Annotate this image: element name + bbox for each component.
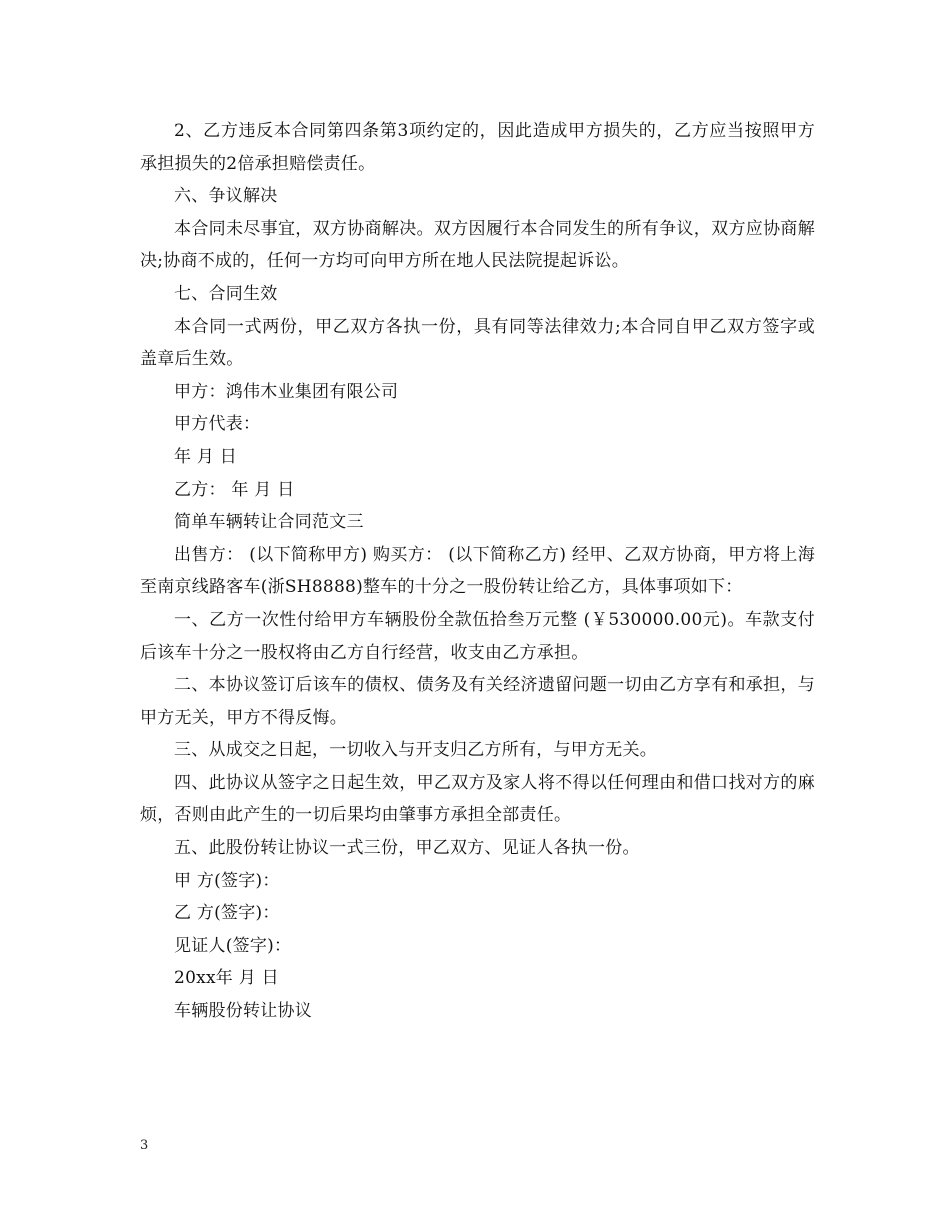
paragraph-parties-intro: 出售方： (以下简称甲方) 购买方： (以下简称乙方) 经甲、乙双方协商，甲方将上海至南京线路客车(浙SH8888)整车的十分之一股份转让给乙方，具体事项如下： [140, 544, 815, 598]
paragraph-dispute-resolution: 本合同未尽事宜，双方协商解决。双方因履行本合同发生的所有争议，双方应协商解决;协商不成的，任何一方均可向甲方所在地人民法院提起诉讼。 [140, 218, 815, 272]
paragraph-item-one: 一、乙方一次性付给甲方车辆股份全款伍拾叁万元整 (￥530000.00元)。车款支付后该车十分之一股权将由乙方自行经营，收支由乙方承担。 [140, 609, 815, 663]
next-document-title: 车辆股份转让协议 [174, 1001, 312, 1022]
paragraph-item-three: 三、从成交之日起，一切收入与开支归乙方所有，与甲方无关。 [174, 740, 657, 761]
paragraph-item-four: 四、此协议从签字之日起生效，甲乙双方及家人将不得以任何理由和借口找对方的麻烦，否则由此产生的一切后果均由肇事方承担全部责任。 [140, 772, 815, 826]
signature-witness: 见证人(签字)： [174, 935, 292, 956]
date-line: 年 月 日 [174, 446, 238, 467]
document-body [140, 115, 815, 1028]
heading-contract-effect: 七、合同生效 [174, 283, 278, 304]
page-number: 3 [140, 1138, 149, 1153]
signature-party-b: 乙 方(签字)： [174, 903, 280, 924]
signature-party-a: 甲 方(签字)： [174, 870, 280, 891]
paragraph-contract-effect: 本合同一式两份，甲乙双方各执一份，具有同等法律效力;本合同自甲乙双方签字或盖章后生效。 [140, 316, 815, 370]
paragraph-clause-2: 2、乙方违反本合同第四条第3项约定的，因此造成甲方损失的，乙方应当按照甲方承担损失的2倍承担赔偿责任。 [140, 121, 815, 174]
party-a-representative-line: 甲方代表： [174, 414, 261, 435]
paragraph-item-two: 二、本协议签订后该车的债权、债务及有关经济遗留问题一切由乙方享有和承担，与甲方无关，甲方不得反悔。 [140, 675, 815, 728]
party-a-line: 甲方：鸿伟木业集团有限公司 [174, 381, 399, 402]
paragraph-item-five: 五、此股份转让协议一式三份，甲乙双方、见证人各执一份。 [174, 838, 640, 859]
section-title-sample-three: 简单车辆转让合同范文三 [174, 512, 364, 533]
heading-dispute-resolution: 六、争议解决 [174, 186, 278, 207]
signature-date: 20xx年 月 日 [174, 968, 279, 989]
party-b-date-line: 乙方： 年 月 日 [174, 479, 295, 500]
